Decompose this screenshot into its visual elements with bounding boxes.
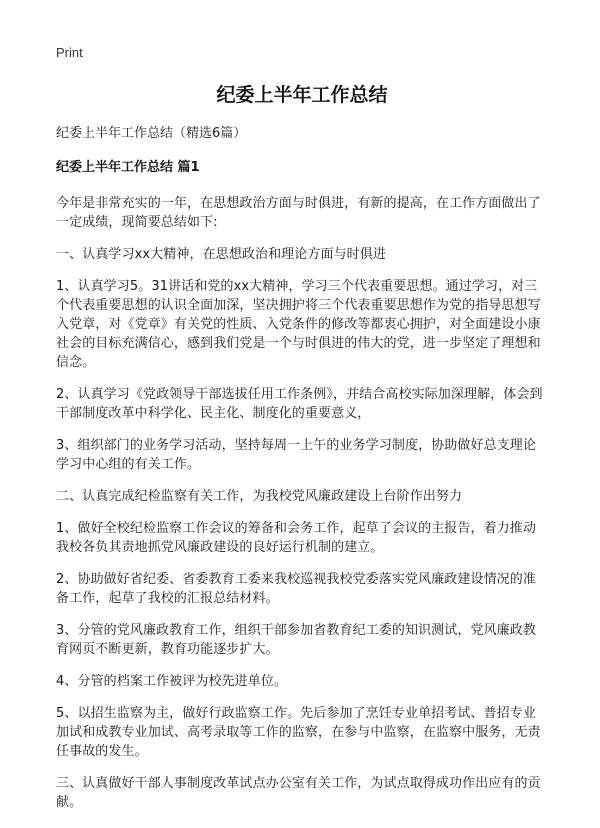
paragraph-heading-3: 三、认真做好干部人事制度改革试点办公室有关工作，为试点取得成功作出应有的贡献。 [56, 776, 541, 810]
paragraph-item: 4、分管的档案工作被评为校先进单位。 [56, 674, 288, 689]
paragraph-heading-2: 二、认真完成纪检监察有关工作，为我校党风廉政建设上台阶作出努力 [56, 489, 463, 504]
paragraph-item: 2、认真学习《党政领导干部选拔任用工作条例》，并结合高校实际加深理解，体会到干部制度改革中科学化、民主化、制度化的重要意义， [56, 387, 543, 421]
paragraph-item: 3、分管的党风廉政教育工作，组织干部参加省教育纪工委的知识测试，党风廉政教育网页不断更新，教育功能逐步扩大。 [56, 623, 536, 657]
paragraph-item: 2、协助做好省纪委、省委教育工委来我校巡视我校党委落实党风廉政建设情况的准备工作，起草了我校的汇报总结材料。 [56, 572, 536, 606]
paragraph-item: 1、做好全校纪检监察工作会议的筹备和会务工作，起草了会议的主报告，着力推动我校各负其责地抓党风廉政建设的良好运行机制的建立。 [56, 521, 536, 555]
section-heading: 纪委上半年工作总结 篇1 [56, 160, 200, 175]
paragraph-heading-1: 一、认真学习xx大精神，在思想政治和理论方面与时俱进 [56, 247, 386, 262]
paragraph-intro: 今年是非常充实的一年，在思想政治方面与时俱进，有新的提高，在工作方面做出了一定成绩，现简要总结如下: [56, 196, 541, 230]
document-subtitle: 纪委上半年工作总结（精选6篇） [56, 126, 247, 141]
paragraph-item: 3、组织部门的业务学习活动，坚持每周一上午的业务学习制度，协助做好总支理论学习中心组的有关工作。 [56, 438, 536, 472]
print-label: Print [56, 45, 83, 60]
paragraph-item: 1、认真学习5。31讲话和党的xx大精神，学习三个代表重要思想。通过学习，对三个代表重要思想的认识全面加深，坚决拥护将三个代表重要思想作为党的指导思想写入党章，对《党章》有关党的性质、入党条件的修改等都衷心拥护，对全面建设小康社会的目标充满信心，感到我们党是一个与时俱进的伟大的党，进一步坚定了理想和信念。 [56, 279, 541, 370]
document-title: 纪委上半年工作总结 [216, 84, 388, 106]
paragraph-item: 5、以招生监察为主，做好行政监察工作。先后参加了烹饪专业单招考试、普招专业加试和成教专业加试、高考录取等工作的监察，在参与中监察，在监察中服务，无责任事故的发生。 [56, 706, 541, 759]
